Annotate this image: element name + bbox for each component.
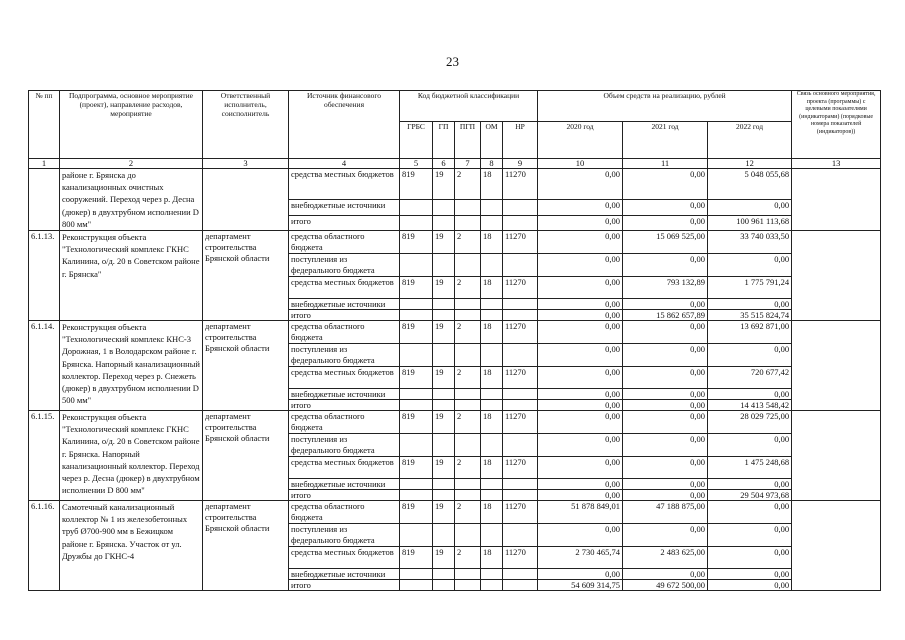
item-number: 6.1.16. xyxy=(29,501,60,591)
header-no: № пп xyxy=(29,91,60,159)
code-np: 11270 xyxy=(503,367,538,389)
code-gp xyxy=(433,299,455,310)
amount-2021: 0,00 xyxy=(623,457,708,479)
column-number: 3 xyxy=(203,159,289,169)
amount-2020: 54 609 314,75 xyxy=(538,580,623,591)
amount-2022: 0,00 xyxy=(708,501,792,524)
code-np xyxy=(503,200,538,216)
header-2021: 2021 год xyxy=(623,122,708,159)
column-number: 12 xyxy=(708,159,792,169)
funding-source: итого xyxy=(289,310,400,321)
code-np xyxy=(503,215,538,231)
item-description: Реконструкция объекта "Технологический комплекс КНС-3 Дорожная, 1 в Володарском районе г. Брянска. Напорный канализационный коллектор. Переход через р. Снежеть (дюкер) в двухтрубном исполнении D 500 мм" xyxy=(60,321,203,411)
table-body xyxy=(29,169,881,591)
column-number: 8 xyxy=(481,159,503,169)
code-pgp: 2 xyxy=(455,411,481,434)
amount-2021: 0,00 xyxy=(623,321,708,344)
code-grbs: 819 xyxy=(400,501,433,524)
amount-2020: 2 730 465,74 xyxy=(538,547,623,569)
code-grbs xyxy=(400,479,433,490)
funding-source: поступления из федерального бюджета xyxy=(289,524,400,547)
code-np xyxy=(503,580,538,591)
item-number xyxy=(29,169,60,231)
code-np xyxy=(503,389,538,400)
amount-2021: 0,00 xyxy=(623,434,708,457)
code-np xyxy=(503,310,538,321)
amount-2020: 0,00 xyxy=(538,411,623,434)
amount-2020: 0,00 xyxy=(538,434,623,457)
amount-2021: 0,00 xyxy=(623,169,708,200)
code-om xyxy=(481,524,503,547)
funding-source: внебюджетные источники xyxy=(289,200,400,216)
amount-2020: 0,00 xyxy=(538,254,623,277)
code-grbs: 819 xyxy=(400,169,433,200)
funding-source: итого xyxy=(289,400,400,411)
item-description: Реконструкция объекта "Технологический комплекс ГКНС Калинина, о/д. 20 в Советском районе г. Брянска. Напорный канализационный коллектор. Переход через р. Десна (дюкер) в двухтрубном исполнении D 800 мм" xyxy=(60,411,203,501)
amount-2022: 1 775 791,24 xyxy=(708,277,792,299)
item-number: 6.1.14. xyxy=(29,321,60,411)
amount-2021: 0,00 xyxy=(623,411,708,434)
code-grbs xyxy=(400,580,433,591)
amount-2021: 0,00 xyxy=(623,524,708,547)
funding-source: средства местных бюджетов xyxy=(289,457,400,479)
code-pgp xyxy=(455,400,481,411)
code-grbs xyxy=(400,215,433,231)
code-pgp: 2 xyxy=(455,501,481,524)
header-gp: ГП xyxy=(433,122,455,159)
amount-2022: 28 029 725,00 xyxy=(708,411,792,434)
column-number: 7 xyxy=(455,159,481,169)
code-om xyxy=(481,479,503,490)
amount-2020: 0,00 xyxy=(538,310,623,321)
amount-2022: 33 740 033,50 xyxy=(708,231,792,254)
amount-2020: 0,00 xyxy=(538,400,623,411)
item-responsible: департамент строительства Брянской области xyxy=(203,411,289,501)
amount-2021: 0,00 xyxy=(623,299,708,310)
indicator-link xyxy=(792,169,881,231)
amount-2022: 0,00 xyxy=(708,344,792,367)
code-om: 18 xyxy=(481,547,503,569)
amount-2021: 0,00 xyxy=(623,215,708,231)
funding-source: итого xyxy=(289,490,400,501)
code-pgp xyxy=(455,254,481,277)
item-description: Самотечный канализационный коллектор № 1 из железобетонных труб Ø700-900 мм в Бежицком районе г. Брянска. Участок от ул. Дружбы до ГКНС-4 xyxy=(60,501,203,591)
code-pgp: 2 xyxy=(455,367,481,389)
amount-2022: 100 961 113,68 xyxy=(708,215,792,231)
code-gp xyxy=(433,215,455,231)
funding-source: поступления из федерального бюджета xyxy=(289,344,400,367)
item-responsible: департамент строительства Брянской области xyxy=(203,501,289,591)
code-gp xyxy=(433,524,455,547)
code-gp xyxy=(433,490,455,501)
code-grbs xyxy=(400,344,433,367)
code-om xyxy=(481,254,503,277)
code-np xyxy=(503,490,538,501)
header-grbs: ГРБС xyxy=(400,122,433,159)
funding-source: поступления из федерального бюджета xyxy=(289,434,400,457)
column-number: 9 xyxy=(503,159,538,169)
funding-source: средства местных бюджетов xyxy=(289,547,400,569)
amount-2020: 0,00 xyxy=(538,524,623,547)
amount-2020: 0,00 xyxy=(538,367,623,389)
code-np: 11270 xyxy=(503,547,538,569)
amount-2021: 0,00 xyxy=(623,400,708,411)
funding-source: внебюджетные источники xyxy=(289,299,400,310)
code-gp xyxy=(433,389,455,400)
code-om: 18 xyxy=(481,231,503,254)
code-grbs xyxy=(400,400,433,411)
code-gp xyxy=(433,344,455,367)
code-grbs xyxy=(400,434,433,457)
amount-2022: 0,00 xyxy=(708,200,792,216)
header-program: Подпрограмма, основное мероприятие (проект), направление расходов, мероприятие xyxy=(60,91,203,159)
code-np: 11270 xyxy=(503,321,538,344)
code-grbs xyxy=(400,569,433,580)
code-grbs: 819 xyxy=(400,277,433,299)
code-om xyxy=(481,215,503,231)
amount-2021: 15 069 525,00 xyxy=(623,231,708,254)
header-source: Источник финансового обеспечения xyxy=(289,91,400,159)
code-pgp: 2 xyxy=(455,231,481,254)
code-gp xyxy=(433,400,455,411)
amount-2022: 0,00 xyxy=(708,569,792,580)
code-grbs xyxy=(400,524,433,547)
code-pgp xyxy=(455,299,481,310)
amount-2022: 0,00 xyxy=(708,547,792,569)
amount-2022: 1 475 248,68 xyxy=(708,457,792,479)
code-gp xyxy=(433,580,455,591)
code-grbs xyxy=(400,310,433,321)
code-np xyxy=(503,479,538,490)
amount-2021: 0,00 xyxy=(623,569,708,580)
header-link: Связь основного мероприятия, проекта (программы) с целевыми показателями (индикаторами) (порядковые номера показателей (индикаторов)) xyxy=(792,91,881,159)
code-np xyxy=(503,344,538,367)
code-om xyxy=(481,569,503,580)
table-row xyxy=(29,231,881,254)
code-grbs: 819 xyxy=(400,367,433,389)
code-gp xyxy=(433,434,455,457)
code-gp: 19 xyxy=(433,169,455,200)
amount-2022: 5 048 055,68 xyxy=(708,169,792,200)
code-np xyxy=(503,299,538,310)
funding-source: средства областного бюджета xyxy=(289,501,400,524)
code-pgp: 2 xyxy=(455,321,481,344)
code-gp: 19 xyxy=(433,411,455,434)
header-om: ОМ xyxy=(481,122,503,159)
code-gp: 19 xyxy=(433,277,455,299)
code-gp: 19 xyxy=(433,367,455,389)
code-om xyxy=(481,400,503,411)
table-row xyxy=(29,169,881,200)
amount-2022: 0,00 xyxy=(708,434,792,457)
code-om: 18 xyxy=(481,501,503,524)
code-pgp xyxy=(455,434,481,457)
amount-2021: 15 862 657,89 xyxy=(623,310,708,321)
code-gp xyxy=(433,200,455,216)
code-np: 11270 xyxy=(503,277,538,299)
amount-2020: 0,00 xyxy=(538,169,623,200)
funding-source: средства местных бюджетов xyxy=(289,169,400,200)
amount-2020: 0,00 xyxy=(538,299,623,310)
code-pgp xyxy=(455,200,481,216)
amount-2020: 0,00 xyxy=(538,457,623,479)
item-responsible: департамент строительства Брянской области xyxy=(203,321,289,411)
amount-2020: 0,00 xyxy=(538,231,623,254)
code-grbs xyxy=(400,254,433,277)
code-grbs xyxy=(400,490,433,501)
code-pgp xyxy=(455,479,481,490)
code-pgp xyxy=(455,524,481,547)
amount-2022: 35 515 824,74 xyxy=(708,310,792,321)
code-np: 11270 xyxy=(503,411,538,434)
code-gp: 19 xyxy=(433,321,455,344)
indicator-link xyxy=(792,321,881,411)
amount-2020: 0,00 xyxy=(538,490,623,501)
code-om xyxy=(481,344,503,367)
amount-2022: 0,00 xyxy=(708,299,792,310)
code-gp: 19 xyxy=(433,547,455,569)
code-pgp: 2 xyxy=(455,277,481,299)
code-pgp xyxy=(455,344,481,367)
column-number: 6 xyxy=(433,159,455,169)
code-np: 11270 xyxy=(503,457,538,479)
code-om xyxy=(481,389,503,400)
amount-2020: 0,00 xyxy=(538,215,623,231)
code-np: 11270 xyxy=(503,169,538,200)
amount-2020: 0,00 xyxy=(538,321,623,344)
code-np xyxy=(503,434,538,457)
amount-2021: 49 672 500,00 xyxy=(623,580,708,591)
funding-source: средства местных бюджетов xyxy=(289,367,400,389)
amount-2020: 0,00 xyxy=(538,569,623,580)
code-gp: 19 xyxy=(433,457,455,479)
amount-2022: 0,00 xyxy=(708,524,792,547)
code-grbs: 819 xyxy=(400,321,433,344)
table-row xyxy=(29,501,881,524)
code-np xyxy=(503,569,538,580)
column-number-row xyxy=(29,159,881,169)
item-responsible xyxy=(203,169,289,231)
column-number: 10 xyxy=(538,159,623,169)
header-np: НР xyxy=(503,122,538,159)
amount-2020: 0,00 xyxy=(538,389,623,400)
code-gp xyxy=(433,479,455,490)
funding-source: средства областного бюджета xyxy=(289,411,400,434)
amount-2022: 0,00 xyxy=(708,389,792,400)
header-2020: 2020 год xyxy=(538,122,623,159)
code-gp xyxy=(433,569,455,580)
funding-source: итого xyxy=(289,215,400,231)
code-om: 18 xyxy=(481,457,503,479)
code-np: 11270 xyxy=(503,501,538,524)
amount-2020: 0,00 xyxy=(538,479,623,490)
amount-2022: 13 692 871,00 xyxy=(708,321,792,344)
amount-2020: 0,00 xyxy=(538,277,623,299)
code-pgp xyxy=(455,580,481,591)
code-gp: 19 xyxy=(433,231,455,254)
code-pgp: 2 xyxy=(455,169,481,200)
code-grbs xyxy=(400,200,433,216)
code-np: 11270 xyxy=(503,231,538,254)
code-om: 18 xyxy=(481,367,503,389)
code-np xyxy=(503,254,538,277)
code-grbs: 819 xyxy=(400,457,433,479)
code-om: 18 xyxy=(481,411,503,434)
table-row xyxy=(29,411,881,434)
amount-2021: 0,00 xyxy=(623,344,708,367)
code-om xyxy=(481,200,503,216)
indicator-link xyxy=(792,501,881,591)
amount-2021: 2 483 625,00 xyxy=(623,547,708,569)
page-number: 23 xyxy=(446,54,459,69)
code-np xyxy=(503,524,538,547)
indicator-link xyxy=(792,411,881,501)
amount-2020: 0,00 xyxy=(538,200,623,216)
code-om: 18 xyxy=(481,169,503,200)
code-om: 18 xyxy=(481,321,503,344)
funding-source: средства местных бюджетов xyxy=(289,277,400,299)
column-number: 11 xyxy=(623,159,708,169)
code-grbs xyxy=(400,299,433,310)
amount-2021: 0,00 xyxy=(623,389,708,400)
amount-2022: 0,00 xyxy=(708,580,792,591)
amount-2021: 0,00 xyxy=(623,200,708,216)
amount-2021: 793 132,89 xyxy=(623,277,708,299)
code-grbs: 819 xyxy=(400,547,433,569)
code-pgp xyxy=(455,490,481,501)
funding-source: внебюджетные источники xyxy=(289,389,400,400)
amount-2020: 0,00 xyxy=(538,344,623,367)
code-om xyxy=(481,299,503,310)
code-pgp xyxy=(455,215,481,231)
item-description: районе г. Брянска до канализационных очистных сооружений. Переход через р. Десна (дюкер) в двухтрубном исполнении D 800 мм" xyxy=(60,169,203,231)
item-number: 6.1.15. xyxy=(29,411,60,501)
header-2022: 2022 год xyxy=(708,122,792,159)
column-number: 5 xyxy=(400,159,433,169)
code-om xyxy=(481,310,503,321)
amount-2022: 0,00 xyxy=(708,254,792,277)
column-number: 1 xyxy=(29,159,60,169)
amount-2021: 47 188 875,00 xyxy=(623,501,708,524)
header-volume: Объем средств на реализацию, рублей xyxy=(538,91,792,122)
code-grbs: 819 xyxy=(400,231,433,254)
funding-source: средства областного бюджета xyxy=(289,321,400,344)
amount-2022: 29 504 973,68 xyxy=(708,490,792,501)
column-number: 2 xyxy=(60,159,203,169)
amount-2021: 0,00 xyxy=(623,367,708,389)
header-responsible: Ответственный исполнитель, соисполнитель xyxy=(203,91,289,159)
column-number: 4 xyxy=(289,159,400,169)
item-responsible: департамент строительства Брянской области xyxy=(203,231,289,321)
funding-source: внебюджетные источники xyxy=(289,569,400,580)
code-om xyxy=(481,490,503,501)
amount-2022: 14 413 548,42 xyxy=(708,400,792,411)
funding-source: итого xyxy=(289,580,400,591)
header-pgp: ПГП xyxy=(455,122,481,159)
amount-2021: 0,00 xyxy=(623,479,708,490)
budget-table xyxy=(28,90,881,591)
amount-2022: 720 677,42 xyxy=(708,367,792,389)
amount-2022: 0,00 xyxy=(708,479,792,490)
code-om xyxy=(481,580,503,591)
code-grbs: 819 xyxy=(400,411,433,434)
code-om xyxy=(481,434,503,457)
amount-2020: 51 878 849,01 xyxy=(538,501,623,524)
indicator-link xyxy=(792,231,881,321)
code-pgp xyxy=(455,569,481,580)
funding-source: средства областного бюджета xyxy=(289,231,400,254)
code-gp xyxy=(433,310,455,321)
code-pgp: 2 xyxy=(455,547,481,569)
code-grbs xyxy=(400,389,433,400)
code-np xyxy=(503,400,538,411)
code-gp: 19 xyxy=(433,501,455,524)
code-om: 18 xyxy=(481,277,503,299)
code-pgp xyxy=(455,389,481,400)
item-description: Реконструкция объекта "Технологический комплекс ГКНС Калинина, о/д. 20 в Советском районе г. Брянска" xyxy=(60,231,203,321)
code-gp xyxy=(433,254,455,277)
amount-2021: 0,00 xyxy=(623,490,708,501)
item-number: 6.1.13. xyxy=(29,231,60,321)
header-bcc: Код бюджетной классификации xyxy=(400,91,538,122)
funding-source: поступления из федерального бюджета xyxy=(289,254,400,277)
column-number: 13 xyxy=(792,159,881,169)
funding-source: внебюджетные источники xyxy=(289,479,400,490)
table-row xyxy=(29,321,881,344)
code-pgp xyxy=(455,310,481,321)
amount-2021: 0,00 xyxy=(623,254,708,277)
code-pgp: 2 xyxy=(455,457,481,479)
